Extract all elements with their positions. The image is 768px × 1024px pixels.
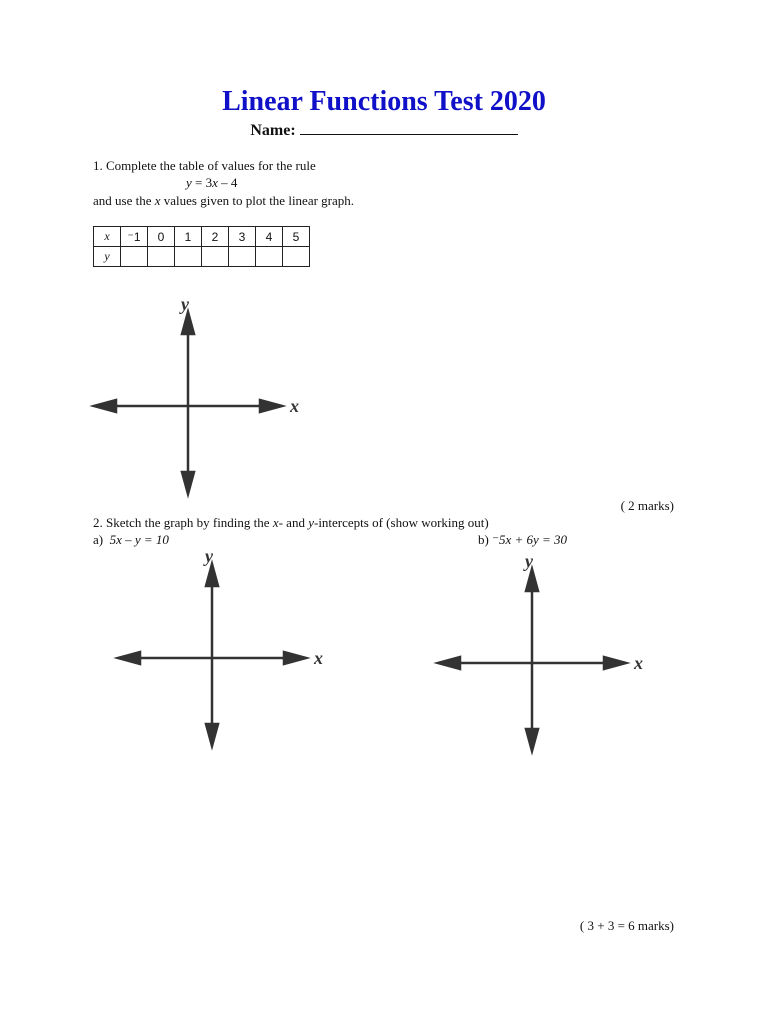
- question-1-marks: ( 2 marks): [620, 498, 674, 513]
- y-axis-label: y: [205, 546, 213, 566]
- y-answer-cell[interactable]: [256, 247, 283, 267]
- q2-x: x: [272, 515, 279, 530]
- table-row-x: [94, 227, 310, 247]
- rule-tail: – 4: [217, 175, 238, 190]
- x-value-cell: 1: [175, 227, 202, 247]
- x-axis-label: x: [634, 653, 643, 673]
- rule-rest: = 3: [191, 175, 213, 190]
- name-field[interactable]: [0, 122, 768, 140]
- q2-part-3: -intercepts of (show working out): [313, 515, 489, 530]
- rule-x: x: [212, 175, 218, 190]
- name-label: Name:: [250, 122, 296, 139]
- table-row-y: [94, 247, 310, 267]
- q2-part-1: 2. Sketch the graph by finding the: [93, 515, 273, 530]
- page-title: Linear Functions Test 2020: [222, 86, 546, 117]
- question-2-prompt: [93, 514, 489, 531]
- x-header-cell: x: [94, 227, 121, 247]
- axes-graph-1[interactable]: [92, 296, 304, 496]
- y-axis-label: y: [525, 551, 533, 571]
- x-value-cell: ⁻1: [121, 227, 148, 247]
- y-header-cell: y: [94, 247, 121, 267]
- y-answer-cell[interactable]: [175, 247, 202, 267]
- y-answer-cell[interactable]: [283, 247, 310, 267]
- instruction-part-a: and use the: [93, 193, 155, 208]
- y-answer-cell[interactable]: [148, 247, 175, 267]
- y-axis-label: y: [181, 294, 189, 314]
- x-axis-label: x: [314, 648, 323, 668]
- part-b-equation: ⁻5x + 6y = 30: [492, 532, 568, 547]
- question-2-marks: ( 3 + 3 = 6 marks): [579, 918, 674, 933]
- x-value-cell: 5: [283, 227, 310, 247]
- x-value-cell: 4: [256, 227, 283, 247]
- values-table: [93, 226, 310, 267]
- x-value-cell: 2: [202, 227, 229, 247]
- axes-graph-2a[interactable]: [116, 548, 328, 748]
- part-a-equation: 5x – y = 10: [109, 532, 169, 547]
- x-value-cell: 0: [148, 227, 175, 247]
- y-answer-cell[interactable]: [121, 247, 148, 267]
- part-b-label: b): [478, 532, 489, 547]
- question-2a: [93, 531, 169, 548]
- instruction-part-b: values given to plot the linear graph.: [160, 193, 355, 208]
- axes-graph-2b[interactable]: [436, 553, 648, 753]
- question-1-rule: [186, 174, 237, 191]
- rule-y: y: [186, 175, 192, 190]
- x-value-cell: 3: [229, 227, 256, 247]
- instruction-x: x: [154, 193, 161, 208]
- q2-part-2: - and: [278, 515, 309, 530]
- name-blank-line[interactable]: [300, 122, 518, 135]
- x-axis-label: x: [290, 396, 299, 416]
- y-answer-cell[interactable]: [229, 247, 256, 267]
- question-1-prompt: 1. Complete the table of values for the rule: [93, 158, 316, 173]
- y-answer-cell[interactable]: [202, 247, 229, 267]
- part-a-label: a): [93, 532, 104, 547]
- question-1-instruction: [93, 192, 354, 209]
- question-2b: [478, 531, 567, 548]
- q2-y: y: [308, 515, 314, 530]
